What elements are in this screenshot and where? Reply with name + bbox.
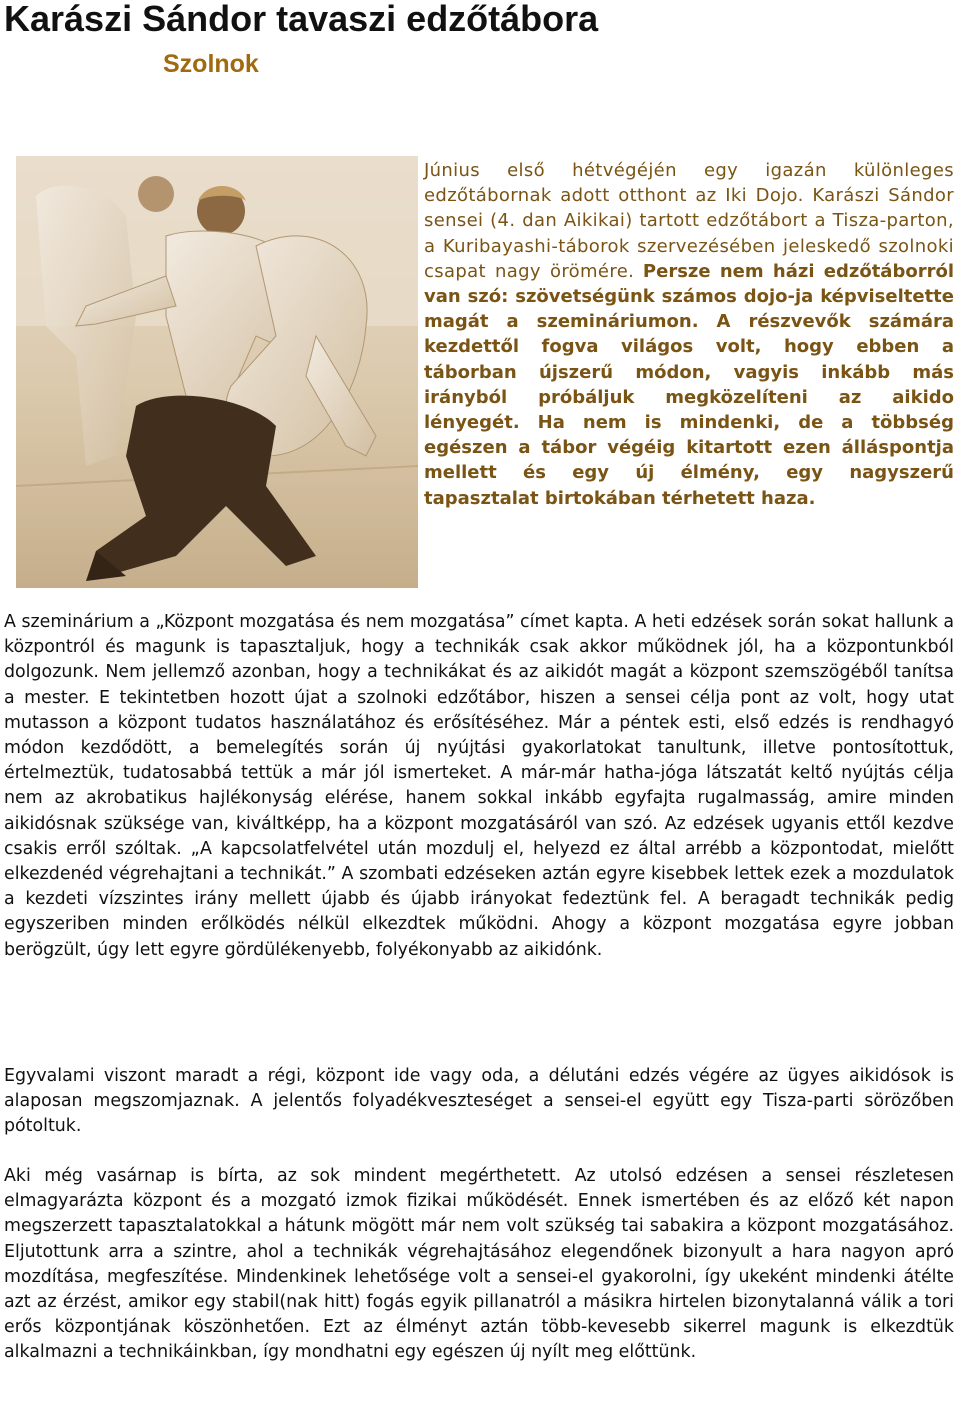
body-paragraph-3: Aki még vasárnap is bírta, az sok mindent megérthetett. Az utolsó edzésen a sensei részletesen elmagyarázta központ és a mozgató izmok fizikai működését. Ennek ismertében és az előző két napon megszerzett tapasztalatokkal a hátunk mögött már nem volt szükség tai sabakira a központ mozgatásához. Eljutottunk arra a szintre, ahol a technikák végrehajtásához elegendőnek bizonyult a hara nagyon apró mozdítása, megfeszítése. Mindenkinek lehetősége volt a sensei-el gyakorolni, így ukeként mindenki átélte azt az érzést, amikor egy stabil(nak hitt) fogás egyik pillanatról a másikra hirtelen bizonytalanná válik a tori erős központjának köszönhetően. Ezt az élményt aztán több-kevesebb sikerrel magunk is elkezdtük alkalmazni a technikáinkban, így mondhatni egy egészen új nyílt meg előttünk.: [4, 1166, 954, 1363]
page-subtitle: Szolnok: [163, 50, 259, 78]
aikido-throw-photo: [16, 156, 418, 588]
page-title: Karászi Sándor tavaszi edzőtábora: [4, 0, 599, 39]
intro-normal-text: Június első hétvégéjén egy igazán különleges edzőtábornak adott otthont az Iki Dojo. Karászi Sándor sensei (4. dan Aikikai) tartott edzőtábort a Tisza-parton, a Kuribayashi-táborok szervezésében jeleskedő szolnoki csapat nagy örömére.: [424, 160, 954, 282]
body-paragraph-2: Egyvalami viszont maradt a régi, központ ide vagy oda, a délutáni edzés végére az ügyes aikidósok is alaposan megszomjaznak. A jelentős folyadékveszteséget a sensei-el együtt egy Tisza-parti sörözőben pótoltuk.: [4, 1066, 954, 1137]
body-paragraph-1: A szeminárium a „Központ mozgatása és nem mozgatása” címet kapta. A heti edzések során sokat hallunk a központról és magunk is tapasztaljuk, hogy a technikák csak akkor működnek jól, ha a központunkból dolgozunk. Nem jellemző azonban, hogy a technikákat és az aikidót magát a központ szemszögéből tanítsa a mester. E tekintetben hozott újat a szolnoki edzőtábor, hiszen a sensei célja pont az volt, hogy utat mutasson a központ tudatos használatához és erősítéséhez. Már a péntek esti, első edzés is rendhagyó módon kezdődött, a bemelegítés során új nyújtási gyakorlatokat tanultunk, illetve pontosítottuk, értelmeztük, tudatosabbá tettük a már jól ismerteket. A már-már hatha-jóga látszatát keltő nyújtás célja nem az akrobatikus hajlékonyság elérése, hanem sokkal inkább egyfajta rugalmasság, amire minden aikidósnak szüksége van, kiváltképp, ha a központ mozgatásáról van szó. Az edzések ugyanis ettől kezdve csakis erről szóltak. „A kapcsolatfelvétel után mozdulj el, helyezd ez által arrébb a központodat, mielőtt elkezdenéd végrehajtani a technikát.” A szombati edzéseken aztán egyre kisebbek lettek ezek a mozdulatok a kezdeti vízszintes irány mellett újabb és újabb irányokat fedeztünk fel. A beragadt technikák pedig egyszeriben minden erőlködés nélkül elkezdtek működni. Ahogy a központ mozgatása egyre jobban berögzült, úgy lett egyre gördülékenyebb, folyékonyabb az aikidónk.: [4, 612, 954, 960]
photo-illustration: [16, 156, 418, 588]
intro-bold-text: Persze nem házi edzőtáborról van szó: szövetségünk számos dojo-ja képviseltette magát a szemináriumon. A részvevők számára kezdettől fogva világos volt, hogy ebben a táborban újszerű módon, vagyis inkább más irányból próbáljuk megközelíteni az aikido lényegét. Ha nem is mindenki, de a többség egészen a tábor végéig kitartott ezen álláspontja mellett és egy új élmény, egy nagyszerű tapasztalat birtokában térhetett haza.: [424, 260, 954, 509]
intro-paragraph: [424, 158, 954, 511]
